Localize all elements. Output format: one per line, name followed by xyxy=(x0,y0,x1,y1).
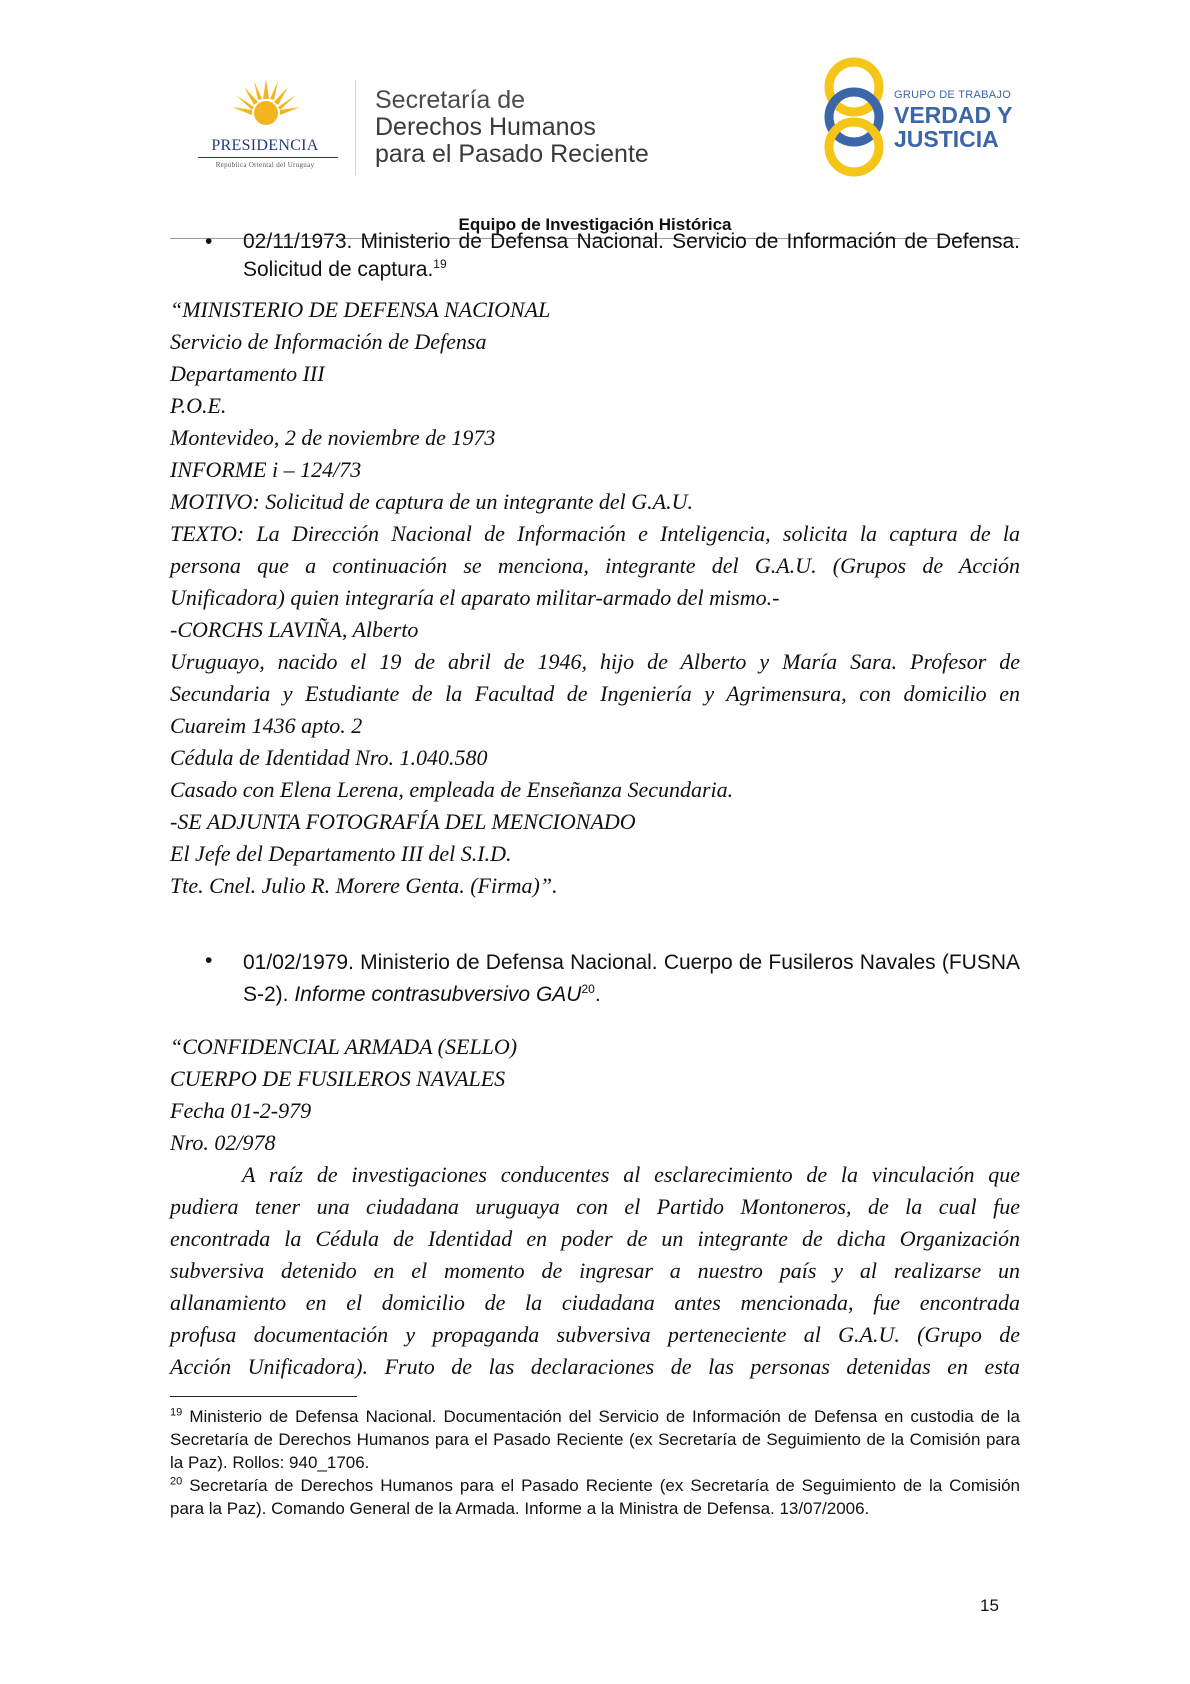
quote-line: P.O.E. xyxy=(170,393,227,418)
secretaria-line-1: Secretaría de xyxy=(375,86,526,114)
quote-line: Acción Unificadora). Fruto de las declaraciones de las personas detenidas en esta xyxy=(170,1354,1020,1379)
secretaria-line-3: para el Pasado Reciente xyxy=(375,140,649,168)
quote-line: TEXTO: La Dirección Nacional de Información e Inteligencia, solicita la captura de la xyxy=(170,521,1020,546)
footnote-ref-20: 20 xyxy=(581,982,595,996)
team-heading: Equipo de Investigación Histórica xyxy=(458,215,732,234)
section2-bullet-item xyxy=(205,947,1020,1011)
page-number: 15 xyxy=(980,1596,999,1615)
section1-bullet-item xyxy=(205,228,1020,288)
footnote-19 xyxy=(170,1405,1020,1474)
quote-line: Unificadora) quien integraría el aparato militar-armado del mismo.- xyxy=(170,585,780,610)
quote-line: “MINISTERIO DE DEFENSA NACIONAL xyxy=(170,297,551,322)
presidencia-underline xyxy=(198,157,338,158)
quote-line: Nro. 02/978 xyxy=(170,1130,276,1155)
bullet-icon: • xyxy=(205,230,213,253)
bullet-icon: • xyxy=(205,949,213,972)
gtvj-line-1: VERDAD Y xyxy=(894,102,1013,128)
sun-icon xyxy=(230,77,302,137)
header-divider xyxy=(355,80,356,175)
quote-line: Montevideo, 2 de noviembre de 1973 xyxy=(170,425,496,450)
quote-line: allanamiento en el domicilio de la ciudadana antes mencionada, fue encontrada xyxy=(170,1290,1020,1315)
verdad-justicia-logo xyxy=(822,55,1032,180)
section2-title xyxy=(243,947,1020,1011)
presidencia-logo xyxy=(190,77,350,177)
presidencia-name: PRESIDENCIA xyxy=(211,137,319,154)
quote-line: INFORME i – 124/73 xyxy=(170,457,362,482)
footnote-ref-19: 19 xyxy=(433,257,447,271)
footnotes xyxy=(170,1405,1020,1520)
secretaria-logo-text xyxy=(375,87,649,168)
quote-line: Uruguayo, nacido el 19 de abril de 1946, hijo de Alberto y María Sara. Profesor de xyxy=(170,649,1020,674)
quote-line: Departamento III xyxy=(170,361,325,386)
secretaria-line-2: Derechos Humanos xyxy=(375,113,596,141)
quote-line: subversiva detenido en el momento de ingresar a nuestro país y al realizarse un xyxy=(170,1258,1020,1283)
quote-line: Fecha 01-2-979 xyxy=(170,1098,312,1123)
quote-line: “CONFIDENCIAL ARMADA (SELLO) xyxy=(170,1034,518,1059)
section1-title-text: 02/11/1973. Ministerio de Defensa Nacional. Servicio de Información de Defensa. Solicitud de captura. xyxy=(243,230,1020,281)
quote-line: -CORCHS LAVIÑA, Alberto xyxy=(170,617,419,642)
quote-line: CUERPO DE FUSILEROS NAVALES xyxy=(170,1066,506,1091)
quote-line: MOTIVO: Solicitud de captura de un integrante del G.A.U. xyxy=(170,489,693,514)
quote-line: Servicio de Información de Defensa xyxy=(170,329,487,354)
page-header xyxy=(190,55,1030,185)
footnote-text: Secretaría de Derechos Humanos para el Pasado Reciente (ex Secretaría de Seguimiento de la Comisión para la Paz). Comando General de la Armada. Informe a la Ministra de Defensa. 13/07/2006. xyxy=(170,1476,1020,1518)
quote-line: persona que a continuación se menciona, integrante del G.A.U. (Grupos de Acción xyxy=(170,553,1020,578)
section2-title-end: . xyxy=(594,983,601,1006)
footnote-text: Ministerio de Defensa Nacional. Documentación del Servicio de Información de Defensa en custodia de la Secretaría de Derechos Humanos para el Pasado Reciente (ex Secretaría de Seguimiento de la Comisión para la Paz). Rollos: 940_1706. xyxy=(170,1407,1020,1472)
quote-line: -SE ADJUNTA FOTOGRAFÍA DEL MENCIONADO xyxy=(170,809,636,834)
quote-line: El Jefe del Departamento III del S.I.D. xyxy=(170,841,512,866)
footnote-number: 20 xyxy=(170,1475,183,1488)
linked-rings-icon xyxy=(822,55,892,180)
footnote-20 xyxy=(170,1474,1020,1520)
footnote-separator xyxy=(170,1396,357,1397)
quote-line: encontrada la Cédula de Identidad en poder de un integrante de dicha Organización xyxy=(170,1226,1020,1251)
quote-line: Tte. Cnel. Julio R. Morere Genta. (Firma)”. xyxy=(170,873,558,898)
quote-line: Secundaria y Estudiante de la Facultad de Ingeniería y Agrimensura, con domicilio en xyxy=(170,681,1020,706)
section2-title-italic: Informe contrasubversivo GAU xyxy=(294,983,582,1006)
gtvj-line-2: JUSTICIA xyxy=(894,126,999,152)
quote-line: Cuareim 1436 apto. 2 xyxy=(170,713,363,738)
quote-line: Casado con Elena Lerena, empleada de Enseñanza Secundaria. xyxy=(170,777,734,802)
section2-quote xyxy=(170,1031,1020,1383)
presidencia-subtitle: República Oriental del Uruguay xyxy=(215,161,315,169)
quote-line: Cédula de Identidad Nro. 1.040.580 xyxy=(170,745,488,770)
quote-line: profusa documentación y propaganda subversiva perteneciente al G.A.U. (Grupo de xyxy=(170,1322,1020,1347)
section1-quote xyxy=(170,294,1020,902)
quote-line: A raíz de investigaciones conducentes al esclarecimiento de la vinculación que xyxy=(242,1162,1020,1187)
section2-title-text: 01/02/1979. Ministerio de Defensa Nacional. Cuerpo de Fusileros Navales (FUSNA S-2). xyxy=(243,951,1020,1006)
section1-title xyxy=(243,228,1020,284)
quote-line: pudiera tener una ciudadana uruguaya con el Partido Montoneros, de la cual fue xyxy=(170,1194,1020,1219)
gtvj-label-small: GRUPO DE TRABAJO xyxy=(894,89,1012,101)
gtvj-label-big xyxy=(894,103,1012,151)
footnote-number: 19 xyxy=(170,1406,183,1419)
